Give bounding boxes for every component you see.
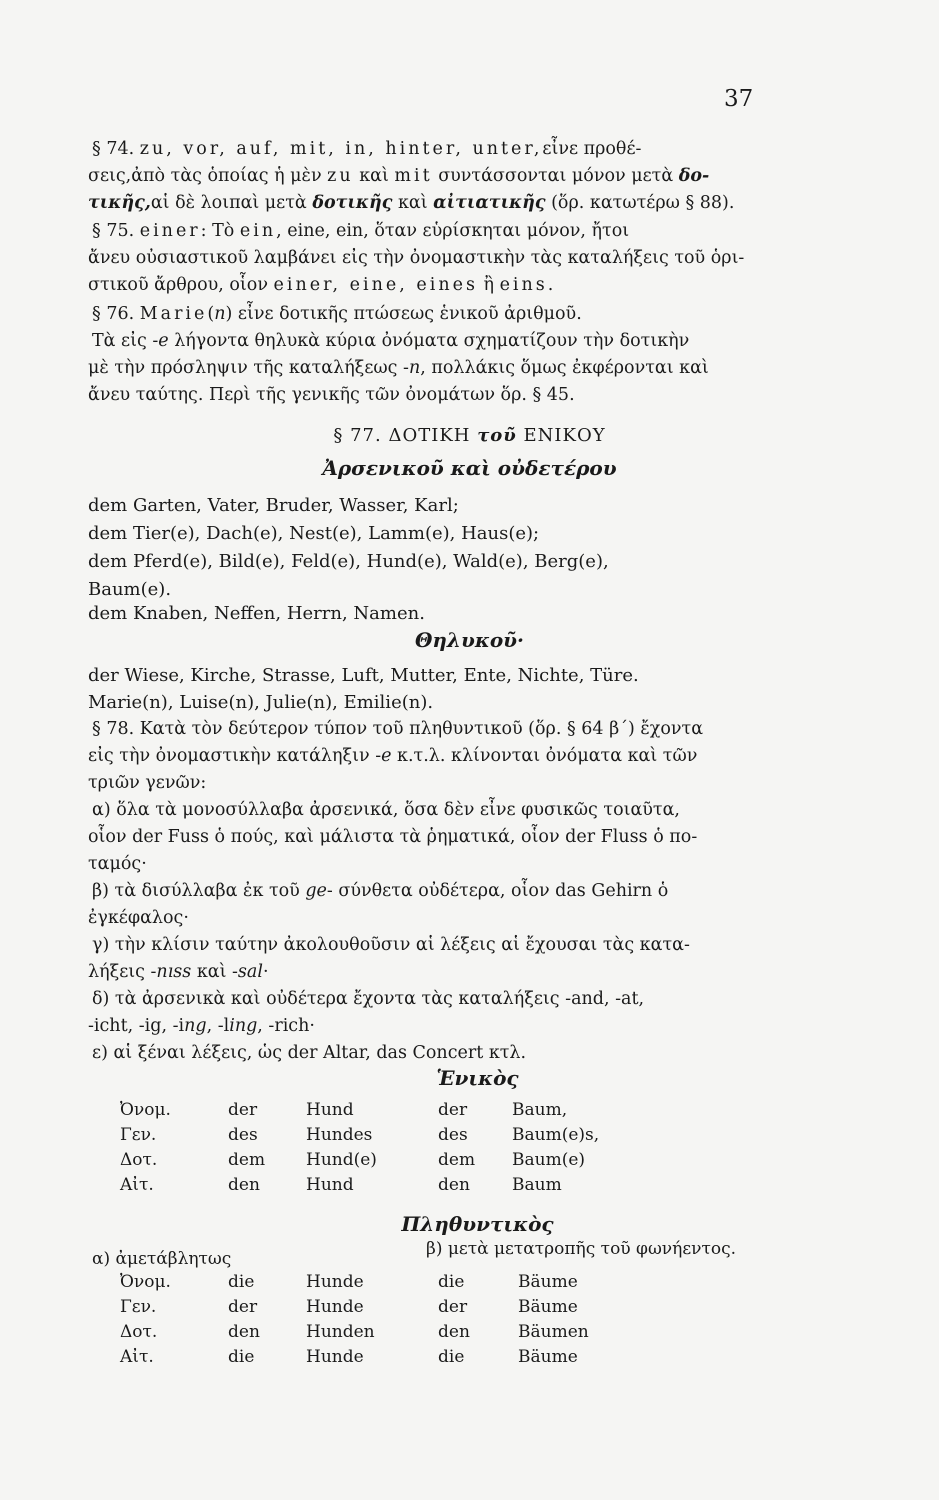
table-row: Αἰτ. die Hunde die Bäume [120,1347,578,1367]
section-marker: § 74. [92,139,140,159]
table-row: Δοτ. dem Hund(e) dem Baum(e) [120,1150,586,1170]
singular-heading: Ἑνικὸς [436,1066,519,1090]
plural-sub-right: β) μετὰ μετατροπῆς τοῦ φωνήεντος. [426,1239,737,1259]
table-row: Γεν. der Hunde der Bäume [120,1297,578,1317]
plural-table [120,1270,680,1370]
prepositions-list: zu, vor, auf, mit, in, hinter, unter, [139,139,543,159]
para-74-line-1 [92,136,792,163]
table-row: Ὀνομ. der Hund der Baum, [120,1100,568,1120]
para-75-line-2: ἄνευ οὐσιαστικοῦ λαμβάνει εἰς τὴν ὀνομαστικὴν τὰς καταλήξεις τοῦ ὁρι- [88,248,745,268]
fem-heading: Θηλυκοῦ· [414,628,525,652]
para-78-line-4: α) ὅλα τὰ μονοσύλλαβα ἀρσενικά, ὅσα δὲν εἶνε φυσικῶς τοιαῦτα, [92,800,680,820]
para-78-line-11: δ) τὰ ἀρσενικὰ καὶ οὐδέτερα ἔχοντα τὰς καταλήξεις -and, -at, [92,989,645,1009]
para-78-line-8: ἐγκέφαλος· [88,908,189,928]
table-row: Αἰτ. den Hund den Baum [120,1175,562,1195]
para-78-line-9: γ) τὴν κλίσιν ταύτην ἀκολουθοῦσιν αἱ λέξεις αἱ ἔχουσαι τὰς κατα- [92,935,690,955]
masc-line: dem Garten, Vater, Bruder, Wasser, Karl; [88,495,459,516]
fem-line: der Wiese, Kirche, Strasse, Luft, Mutter, Ente, Nichte, Türe. [88,665,639,686]
masc-line: dem Tier(e), Dach(e), Nest(e), Lamm(e), Haus(e); [88,523,540,544]
masc-neut-heading: Ἀρσενικοῦ καὶ οὐδετέρου [322,456,617,480]
para-76-line-3: μὲ τὴν πρόσληψιν τῆς καταλήξεως -n, πολλάκις ὅμως ἐκφέρονται καὶ [88,358,709,378]
masc-line: Baum(e). [88,579,172,600]
table-row: Γεν. des Hundes des Baum(e)s, [120,1125,600,1145]
para-78-line-13: ε) αἱ ξέναι λέξεις, ὡς der Altar, das Concert κτλ. [92,1043,527,1063]
para-74-line-2: σεις,ἀπὸ τὰς ὁποίας ἡ μὲν zu καὶ mit συντάσσονται μόνον μετὰ δο- [88,166,710,186]
para-78-line-6: ταμός· [88,854,147,874]
plural-sub-left: α) ἀμετάβλητως [92,1249,232,1269]
para-75-line-3: στικοῦ ἄρθρου, οἷον einer, eine, eines ἢ eins. [88,275,554,295]
page-number: 37 [724,86,754,112]
singular-table [120,1098,680,1198]
text-run: εἶνε προθέ- [542,139,642,159]
table-row: Δοτ. den Hunden den Bäumen [120,1322,589,1342]
masc-line: dem Knaben, Neffen, Herrn, Namen. [88,603,425,624]
para-78-line-1: § 78. Κατὰ τὸν δεύτερον τύπον τοῦ πληθυντικοῦ (ὅρ. § 64 β΄) ἔχοντα [92,719,704,739]
para-76-line-2: Τὰ εἰς -e λήγοντα θηλυκὰ κύρια ὀνόματα σχηματίζουν τὴν δοτικὴν [92,331,690,351]
para-78-line-10: λήξεις -nıss καὶ -sal· [88,962,269,982]
para-78-line-3: τριῶν γενῶν: [88,773,207,793]
para-78-line-7: β) τὰ δισύλλαβα ἐκ τοῦ ge- σύνθετα οὐδέτερα, οἷον das Gehirn ὁ [92,881,669,901]
plural-heading: Πληθυντικὸς [401,1212,554,1236]
para-78-line-2: εἰς τὴν ὀνομαστικὴν κατάληξιν -e κ.τ.λ. κλίνονται ὀνόματα καὶ τῶν [88,746,698,766]
para-74-line-3: τικῆς,αἱ δὲ λοιπαὶ μετὰ δοτικῆς καὶ αἰτιατικῆς (ὅρ. κατωτέρω § 88). [88,193,735,213]
para-76-line-4: ἄνευ ταύτης. Περὶ τῆς γενικῆς τῶν ὀνομάτων ὅρ. § 45. [88,385,575,405]
para-78-line-5: οἷον der Fuss ὁ πούς, καὶ μάλιστα τὰ ῥηματικά, οἷον der Fluss ὁ πο- [88,827,698,847]
para-75-line-1: § 75. einer: Τὸ ein, eine, ein, ὅταν εὑρίσκηται μόνον, ἤτοι [92,221,630,241]
table-row: Ὀνομ. die Hunde die Bäume [120,1272,578,1292]
masc-line: dem Pferd(e), Bild(e), Feld(e), Hund(e), Wald(e), Berg(e), [88,551,609,572]
section-77-heading: § 77. ΔΟΤΙΚΗ τοῦ ΕΝΙΚΟΥ [333,425,606,446]
para-76-line-1: § 76. Marie(n) εἶνε δοτικῆς πτώσεως ἑνικοῦ ἀριθμοῦ. [92,304,582,324]
para-78-line-12: -icht, -ig, -ing, -ling, -rich· [88,1016,315,1036]
fem-line: Marie(n), Luise(n), Julie(n), Emilie(n). [88,692,434,713]
